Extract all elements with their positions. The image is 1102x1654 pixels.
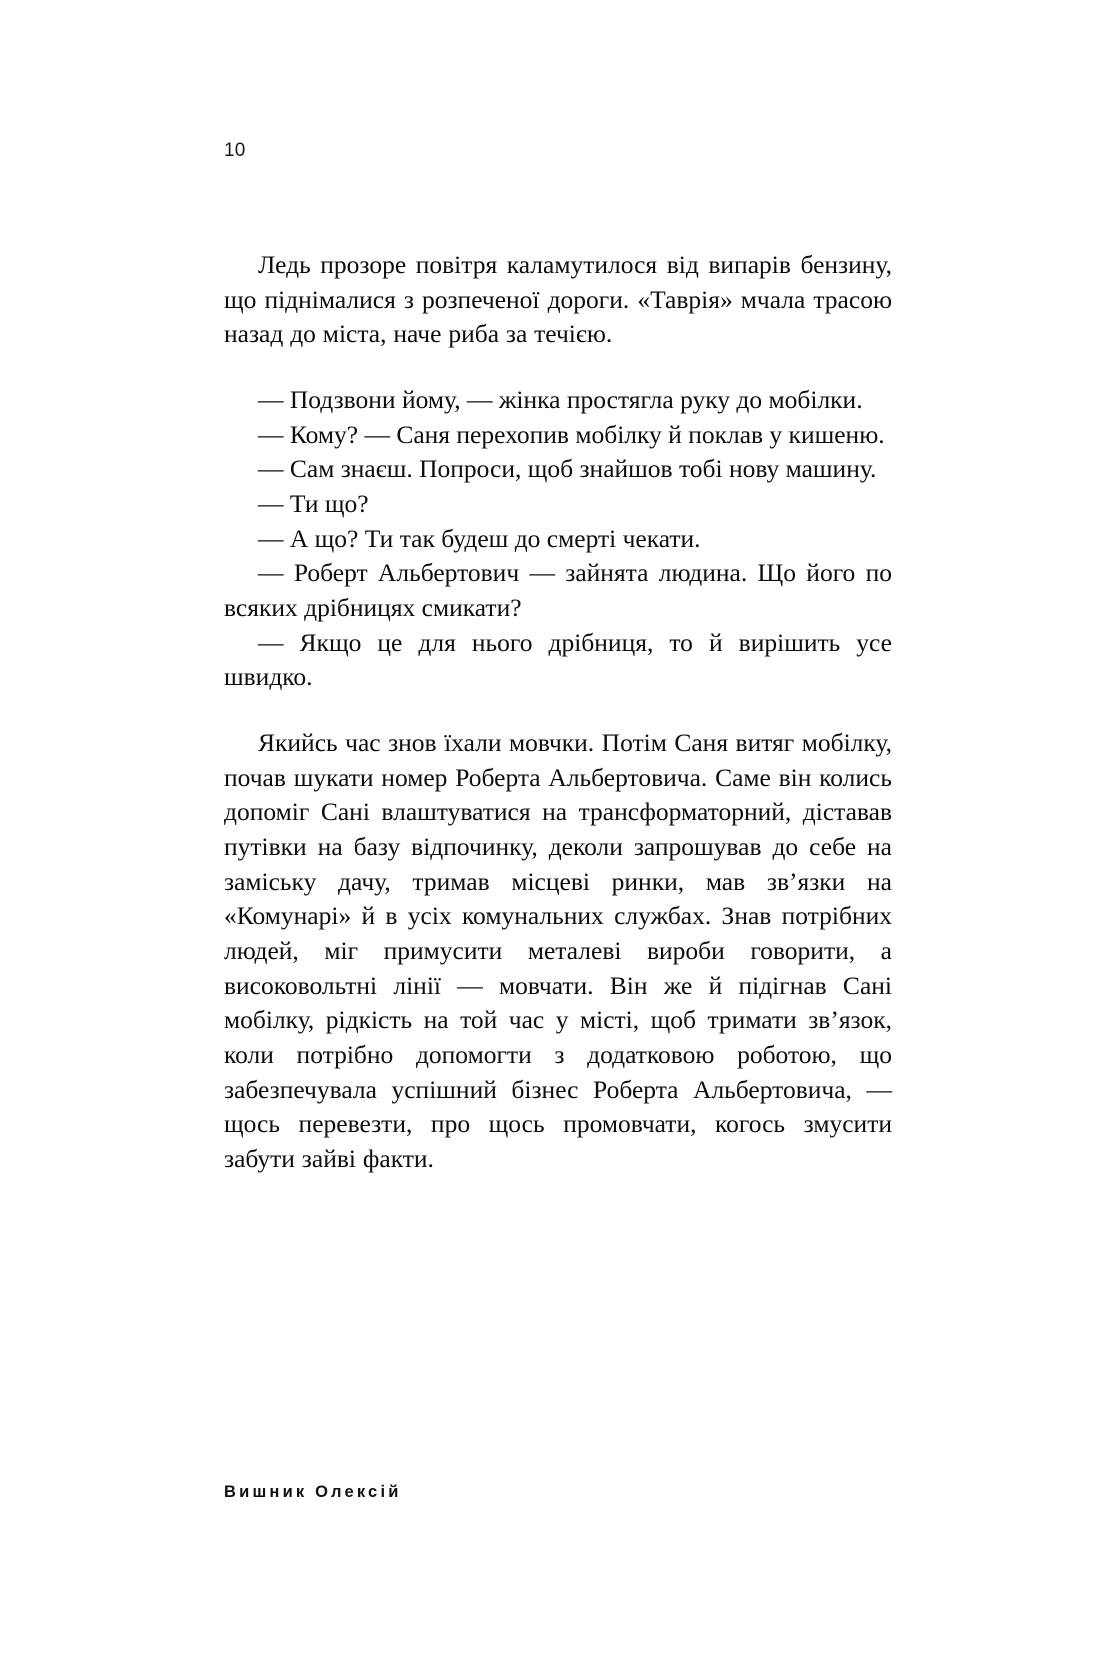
page-number: 10 bbox=[224, 140, 246, 161]
paragraph-opening: Ледь прозоре повітря каламутилося від випарів бензину, що піднімалися з розпеченої дороги. «Таврія» мчала трасою назад до міста, наче риба за течією. bbox=[224, 250, 892, 349]
paragraph-spacer bbox=[224, 352, 892, 383]
dialog-line: — Роберт Альбертович — зайнята людина. Що його по всяких дрібницях смикати? bbox=[224, 558, 892, 623]
dialog-line: — А що? Ти так будеш до смерті чекати. bbox=[258, 523, 701, 553]
paragraph-narrative: Якийсь час знов їхали мовчки. Потім Саня витяг мобілку, почав шукати номер Роберта Альбертовича. Саме він колись допоміг Сані влаштуватися на трансформаторний, діставав путівки на базу відпочинку, деколи запрошував до себе на заміську дачу, тримав місцеві ринки, мав зв’язки на «Комунарі» й в усіх комунальних службах. Знав потрібних людей, міг примусити металеві вироби говорити, а високовольтні лінії — мовчати. Він же й підігнав Сані мобілку, рідкість на той час у місті, щоб тримати зв’язок, коли потрібно допомогти з додатковою роботою, що забезпечувала успішний бізнес Роберта Альбертовича, — щось перевезти, про щось промовчати, когось змусити забути зайві факти. bbox=[224, 728, 892, 1174]
dialog-line: — Сам знаєш. Попроси, щоб знайшов тобі нову машину. bbox=[258, 454, 877, 484]
dialog-line: — Кому? — Саня перехопив мобілку й поклав у кишеню. bbox=[258, 419, 885, 449]
running-footer-author: Вишник Олексій bbox=[224, 1483, 402, 1501]
paragraph-spacer bbox=[224, 695, 892, 726]
dialog-line: — Подзвони йому, — жінка простягла руку до мобілки. bbox=[258, 385, 863, 415]
dialog-line: — Ти що? bbox=[258, 489, 369, 519]
dialog-line: — Якщо це для нього дрібниця, то й вирішить усе швидко. bbox=[224, 627, 892, 692]
page-body bbox=[224, 248, 892, 1177]
